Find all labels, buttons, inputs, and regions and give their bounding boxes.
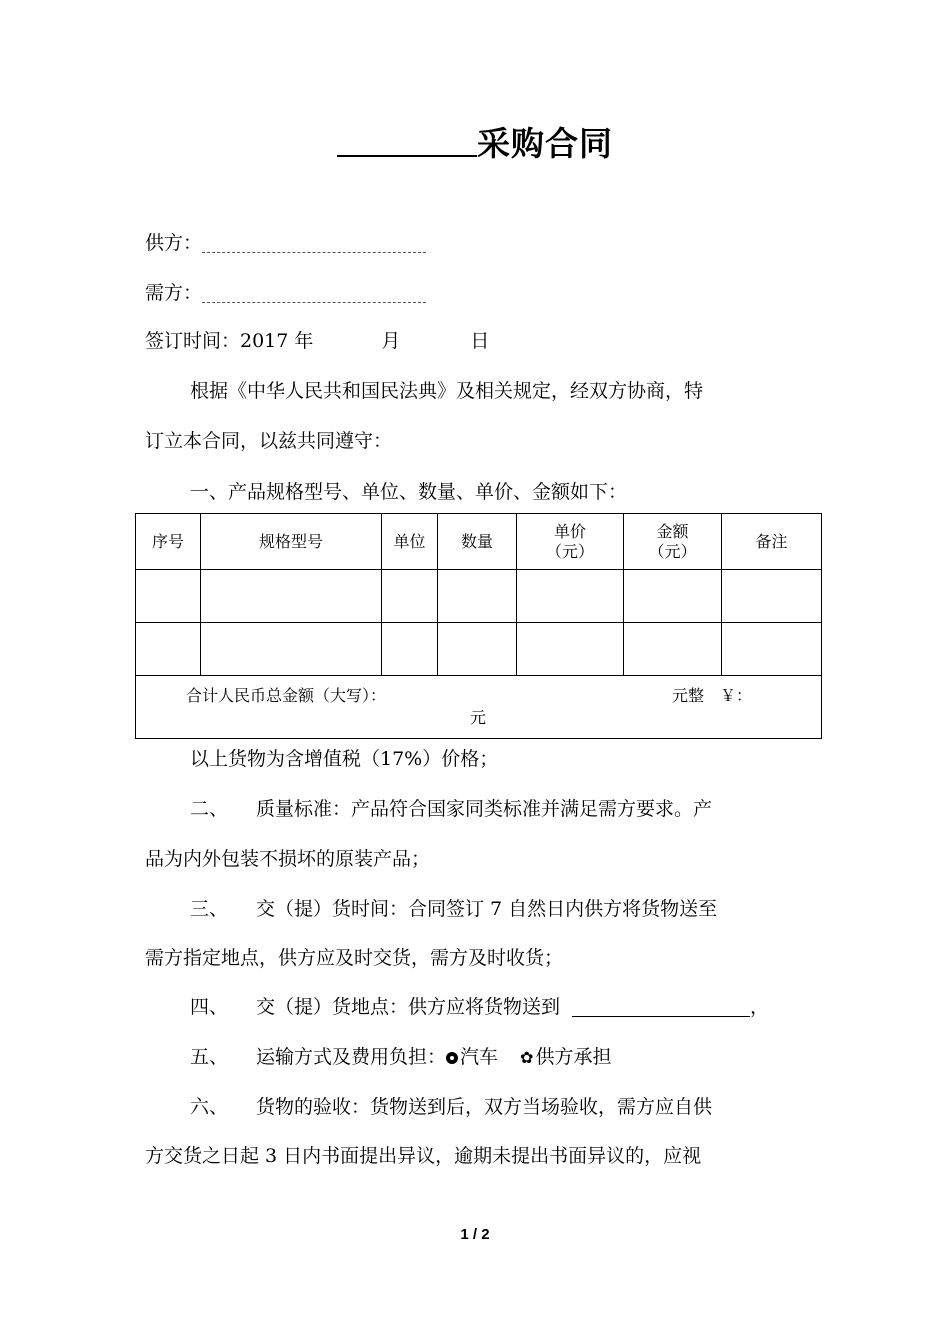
header-cell: 数量 (438, 514, 517, 570)
table-cell[interactable] (136, 623, 201, 676)
header-cell: 规格型号 (201, 514, 382, 570)
title-text: 采购合同 (477, 124, 613, 163)
header-cell: 金额 （元） (624, 514, 722, 570)
table-cell[interactable] (722, 570, 822, 623)
header-cell: 单位 (382, 514, 438, 570)
table-cell[interactable] (624, 570, 722, 623)
table-cell[interactable] (382, 570, 438, 623)
buyer-line (145, 281, 426, 305)
page-indicator: 1 / 2 (460, 1226, 490, 1243)
radio-selected-icon[interactable] (446, 1052, 458, 1064)
supplier-blank[interactable] (202, 234, 426, 253)
day-label: 日 (470, 330, 490, 352)
section-2-text: 质量标准：产品符合国家同类标准并满足需方要求。产 (256, 798, 713, 820)
total-unit: 元整 ￥： (672, 686, 753, 705)
option-car: 汽车 (460, 1046, 499, 1068)
buyer-label: 需方： (145, 282, 203, 304)
section-3-number: 三、 (190, 898, 229, 920)
section-6-line-2: 方交货之日起 3 日内书面提出异议，逾期未提出书面异议的，应视 (145, 1145, 702, 1167)
section-1-heading: 一、产品规格型号、单位、数量、单价、金额如下： (190, 481, 628, 503)
section-2-number: 二、 (190, 798, 229, 820)
section-5-text: 运输方式及费用负担： (256, 1046, 447, 1068)
table-total-row (136, 676, 822, 739)
contract-title (0, 118, 950, 165)
section-4-line (190, 995, 769, 1019)
section-6-number: 六、 (190, 1096, 229, 1118)
total-label: 合计人民币总金额（大写）： (186, 686, 387, 705)
header-cell: 单价 （元） (517, 514, 624, 570)
month-label: 月 (381, 330, 401, 352)
section-6-text: 货物的验收：货物送到后，双方当场验收，需方应自供 (256, 1096, 713, 1118)
buyer-blank[interactable] (202, 284, 426, 303)
table-row (136, 570, 822, 623)
total-yuan: 元 (470, 708, 487, 727)
vat-note: 以上货物为含增值税（17%）价格； (190, 748, 499, 770)
product-table (135, 513, 822, 739)
title-blank (337, 129, 477, 157)
table-header-row (136, 514, 822, 570)
section-3-line-1 (190, 897, 717, 921)
sign-date-line (145, 329, 489, 353)
supplier-line (145, 231, 426, 255)
header-cell: 序号 (136, 514, 201, 570)
supplier-label: 供方： (145, 232, 203, 254)
total-cell[interactable] (136, 676, 822, 739)
intro-line-2: 订立本合同，以兹共同遵守： (145, 430, 393, 452)
section-4-end: ， (750, 996, 770, 1018)
section-2-line-2: 品为内外包装不损坏的原装产品； (145, 848, 431, 870)
table-cell[interactable] (624, 623, 722, 676)
option-supplier-bears: 供方承担 (535, 1046, 612, 1068)
table-cell[interactable] (517, 623, 624, 676)
table-cell[interactable] (517, 570, 624, 623)
table-cell[interactable] (201, 623, 382, 676)
table-cell[interactable] (201, 570, 382, 623)
section-4-number: 四、 (190, 996, 229, 1018)
gear-icon[interactable]: ✿ (520, 1048, 534, 1067)
section-2-line-1 (190, 797, 712, 821)
delivery-address-blank[interactable] (572, 998, 750, 1017)
section-5-line (190, 1045, 611, 1070)
table-cell[interactable] (438, 570, 517, 623)
sign-date-label: 签订时间：2017 年 (145, 330, 314, 352)
section-4-text: 交（提）货地点：供方应将货物送到 (256, 996, 561, 1018)
table-row (136, 623, 822, 676)
table-cell[interactable] (438, 623, 517, 676)
section-3-text: 交（提）货时间：合同签订 7 自然日内供方将货物送至 (256, 898, 718, 920)
section-5-number: 五、 (190, 1046, 229, 1068)
intro-line-1: 根据《中华人民共和国民法典》及相关规定，经双方协商，特 (190, 380, 704, 402)
table-cell[interactable] (382, 623, 438, 676)
table-cell[interactable] (136, 570, 201, 623)
section-6-line-1 (190, 1095, 712, 1119)
header-cell: 备注 (722, 514, 822, 570)
section-3-line-2: 需方指定地点，供方应及时交货，需方及时收货； (145, 947, 564, 969)
table-cell[interactable] (722, 623, 822, 676)
